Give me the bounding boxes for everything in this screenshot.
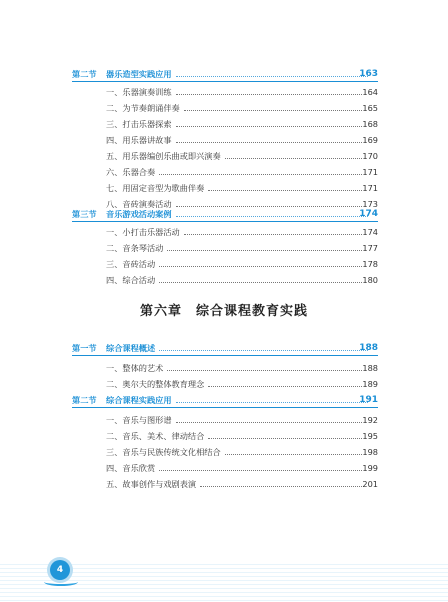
page-ref: 171 [362, 183, 378, 193]
item-title: 四、用乐器讲故事 [106, 135, 172, 145]
dot-leader [159, 461, 362, 471]
page-ref: 180 [362, 275, 378, 285]
toc-item-row[interactable] [0, 132, 448, 148]
dot-leader [208, 429, 362, 439]
toc-item-row[interactable] [0, 84, 448, 100]
page-ref: 164 [362, 87, 378, 97]
dot-leader [159, 165, 362, 175]
toc-item-row[interactable] [0, 412, 448, 428]
item-title: 一、小打击乐器活动 [106, 227, 180, 237]
page-ref: 198 [362, 447, 378, 457]
toc-item-row[interactable] [0, 460, 448, 476]
item-title: 一、音乐与图形谱 [106, 415, 172, 425]
page-number: 4 [56, 565, 64, 575]
item-title: 三、音砖活动 [106, 259, 156, 269]
dot-leader [208, 181, 362, 191]
page-ref: 170 [362, 151, 378, 161]
item-title: 三、打击乐器探索 [106, 119, 172, 129]
page-ref: 178 [362, 259, 378, 269]
toc-item-row[interactable] [0, 224, 448, 240]
item-title: 五、用乐器编创乐曲或即兴演奏 [106, 151, 221, 161]
toc-item-row[interactable] [0, 360, 448, 376]
item-title: 二、为节奏朗诵伴奏 [106, 103, 180, 113]
section-number: 第一节 [72, 343, 97, 353]
section-title: 音乐游戏活动案例 [106, 209, 172, 219]
chapter-number: 第六章 [139, 304, 182, 319]
page-ref: 163 [359, 69, 378, 79]
toc-item-row[interactable] [0, 164, 448, 180]
toc-item-row[interactable] [0, 476, 448, 492]
page-ref: 165 [362, 103, 378, 113]
section-number: 第三节 [72, 209, 97, 219]
dot-leader [159, 273, 362, 283]
section-title: 综合课程概述 [106, 343, 156, 353]
section-title: 器乐造型实践应用 [106, 69, 172, 79]
dot-leader [176, 67, 368, 77]
section-number: 第二节 [72, 395, 97, 405]
item-title: 二、奥尔夫的整体教育理念 [106, 379, 205, 389]
toc-item-row[interactable] [0, 148, 448, 164]
page-ref: 192 [362, 415, 378, 425]
item-title: 四、音乐欣赏 [106, 463, 156, 473]
dot-leader [200, 477, 362, 487]
toc-item-row[interactable] [0, 444, 448, 460]
dot-leader [176, 117, 362, 127]
item-title: 五、故事创作与戏剧表演 [106, 479, 197, 489]
page-ref: 199 [362, 463, 378, 473]
dot-leader [167, 361, 362, 371]
page-ref: 173 [362, 199, 378, 209]
item-title: 八、音砖演奏活动 [106, 199, 172, 209]
toc-item-row[interactable] [0, 240, 448, 256]
item-title: 三、音乐与民族传统文化相结合 [106, 447, 221, 457]
dot-leader [176, 207, 368, 217]
page-number-badge [50, 560, 70, 580]
toc-section-row[interactable] [0, 206, 448, 222]
dot-leader [225, 445, 362, 455]
dot-leader [159, 257, 362, 267]
toc-section-row[interactable] [0, 392, 448, 408]
dot-leader [176, 133, 362, 143]
item-title: 六、乐器合奏 [106, 167, 156, 177]
page-ref: 188 [359, 343, 378, 353]
dot-leader [208, 377, 362, 387]
toc-item-row[interactable] [0, 256, 448, 272]
dot-leader [159, 341, 368, 351]
item-title: 七、用固定音型为歌曲伴奏 [106, 183, 205, 193]
section-title: 综合课程实践应用 [106, 395, 172, 405]
item-title: 二、音乐、美术、律动结合 [106, 431, 205, 441]
page-ref: 174 [359, 209, 378, 219]
dot-leader [184, 101, 362, 111]
toc-item-row[interactable] [0, 180, 448, 196]
section-number: 第二节 [72, 69, 97, 79]
dot-leader [176, 85, 362, 95]
page-ref: 171 [362, 167, 378, 177]
page-ref: 177 [362, 243, 378, 253]
dot-leader [225, 149, 362, 159]
item-title: 二、音条琴活动 [106, 243, 164, 253]
page-ref: 189 [362, 379, 378, 389]
page-ref: 174 [362, 227, 378, 237]
toc-item-row[interactable] [0, 116, 448, 132]
chapter-title: 综合课程教育实践 [196, 304, 309, 319]
toc-item-row[interactable] [0, 272, 448, 288]
page-ref: 188 [362, 363, 378, 373]
toc-section-row[interactable] [0, 340, 448, 356]
dot-leader [184, 225, 362, 235]
page-ref: 169 [362, 135, 378, 145]
dot-leader [176, 413, 362, 423]
dot-leader [167, 241, 362, 251]
toc-item-row[interactable] [0, 376, 448, 392]
page-ref: 168 [362, 119, 378, 129]
toc-section-row[interactable] [0, 66, 448, 82]
toc-item-row[interactable] [0, 100, 448, 116]
page-ref: 195 [362, 431, 378, 441]
dot-leader [176, 393, 368, 403]
page-ref: 201 [362, 479, 378, 489]
item-title: 四、综合活动 [106, 275, 156, 285]
toc-item-row[interactable] [0, 428, 448, 444]
item-title: 一、整体的艺术 [106, 363, 164, 373]
item-title: 一、乐器演奏训练 [106, 87, 172, 97]
page-ref: 191 [359, 395, 378, 405]
chapter-heading [0, 300, 448, 319]
